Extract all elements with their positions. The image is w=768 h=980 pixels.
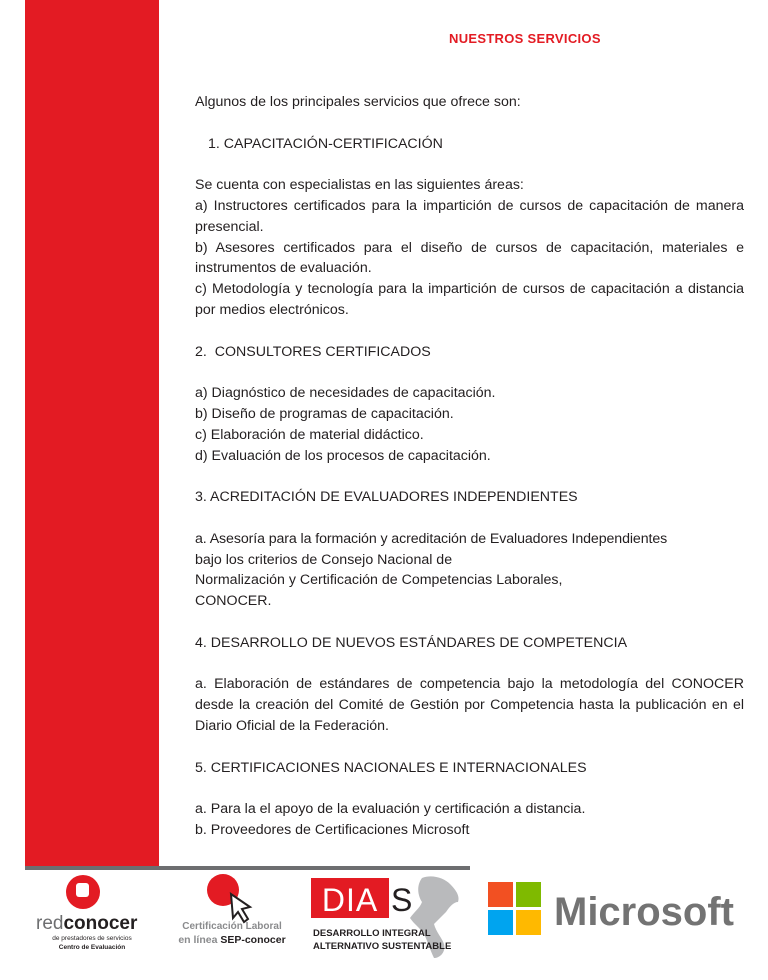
section-2-title: 2. CONSULTORES CERTIFICADOS <box>195 343 431 360</box>
section-1-item-b: b) Asesores certificados para el diseño de cursos de capacitación, materiales e instrumentos de evaluación. <box>195 239 744 277</box>
section-5-item-b: b. Proveedores de Certificaciones Microsoft <box>195 821 470 838</box>
section-1-item-c: c) Metodología y tecnología para la impartición de cursos de capacitación a distancia por medios electrónicos. <box>195 281 744 318</box>
section-3-title: 3. ACREDITACIÓN DE EVALUADORES INDEPENDIENTES <box>195 489 578 506</box>
redconocer-badge-icon <box>76 883 89 897</box>
section-5-title: 5. CERTIFICACIONES NACIONALES E INTERNACIONALES <box>195 759 587 776</box>
dias-logo <box>310 872 470 962</box>
dias-boxed-letters: DIA <box>321 882 379 918</box>
microsoft-square-blue <box>488 910 513 935</box>
section-2-item-a: a) Diagnóstico de necesidades de capacitación. <box>195 385 496 402</box>
microsoft-logo <box>488 880 738 940</box>
section-3-line-2: bajo los criterios de Consejo Nacional de <box>195 551 453 568</box>
section-3-line-4: CONOCER. <box>195 593 272 610</box>
redconocer-tagline-1: de prestadores de servicios <box>52 935 132 942</box>
microsoft-wordmark: Microsoft <box>554 890 734 934</box>
cursor-arrow-icon <box>231 894 250 922</box>
redconocer-logo <box>30 872 155 962</box>
section-3-line-1: a. Asesoría para la formación y acreditación de Evaluadores Independientes <box>195 530 668 547</box>
microsoft-square-yellow <box>516 910 541 935</box>
dias-line-2: ALTERNATIVO SUSTENTABLE <box>313 941 452 952</box>
section-4-text: a. Elaboración de estándares de competencia bajo la metodología del CONOCER desde la creación del Comité de Gestión por Competencia hasta la publicación en el Diario Oficial de la Federación. <box>195 676 744 734</box>
section-2-item-b: b) Diseño de programas de capacitación. <box>195 405 454 422</box>
section-2-item-c: c) Elaboración de material didáctico. <box>195 426 424 443</box>
redconocer-tagline-2: Centro de Evaluación <box>58 944 126 951</box>
section-1-item-a: a) Instructores certificados para la impartición de cursos de capacitación de manera presencial. <box>195 197 744 235</box>
services-content <box>195 92 744 841</box>
redconocer-wordmark: redconocer <box>36 913 138 934</box>
section-3-line-3: Normalización y Certificación de Competencias Laborales, <box>195 572 563 589</box>
intro-text: Algunos de los principales servicios que ofrece son: <box>195 94 521 110</box>
microsoft-square-green <box>516 882 541 907</box>
section-1-title: 1. CAPACITACIÓN-CERTIFICACIÓN <box>208 135 443 152</box>
dias-line-1: DESARROLLO INTEGRAL <box>313 928 431 939</box>
certificacion-laboral-logo <box>157 872 307 962</box>
section-1-lead: Se cuenta con especialistas en las siguientes áreas: <box>195 177 524 194</box>
section-5-item-a: a. Para la el apoyo de la evaluación y certificación a distancia. <box>195 801 586 818</box>
microsoft-square-red <box>488 882 513 907</box>
section-2-item-d: d) Evaluación de los procesos de capacitación. <box>195 447 491 464</box>
certificacion-line-1: Certificación Laboral <box>182 921 282 932</box>
red-sidebar-band <box>25 0 159 980</box>
dias-last-letter: S <box>391 882 413 918</box>
certificacion-line-2: en línea SEP-conocer <box>178 934 286 946</box>
section-4-title: 4. DESARROLLO DE NUEVOS ESTÁNDARES DE COMPETENCIA <box>195 634 628 651</box>
page-heading: NUESTROS SERVICIOS <box>449 31 601 46</box>
